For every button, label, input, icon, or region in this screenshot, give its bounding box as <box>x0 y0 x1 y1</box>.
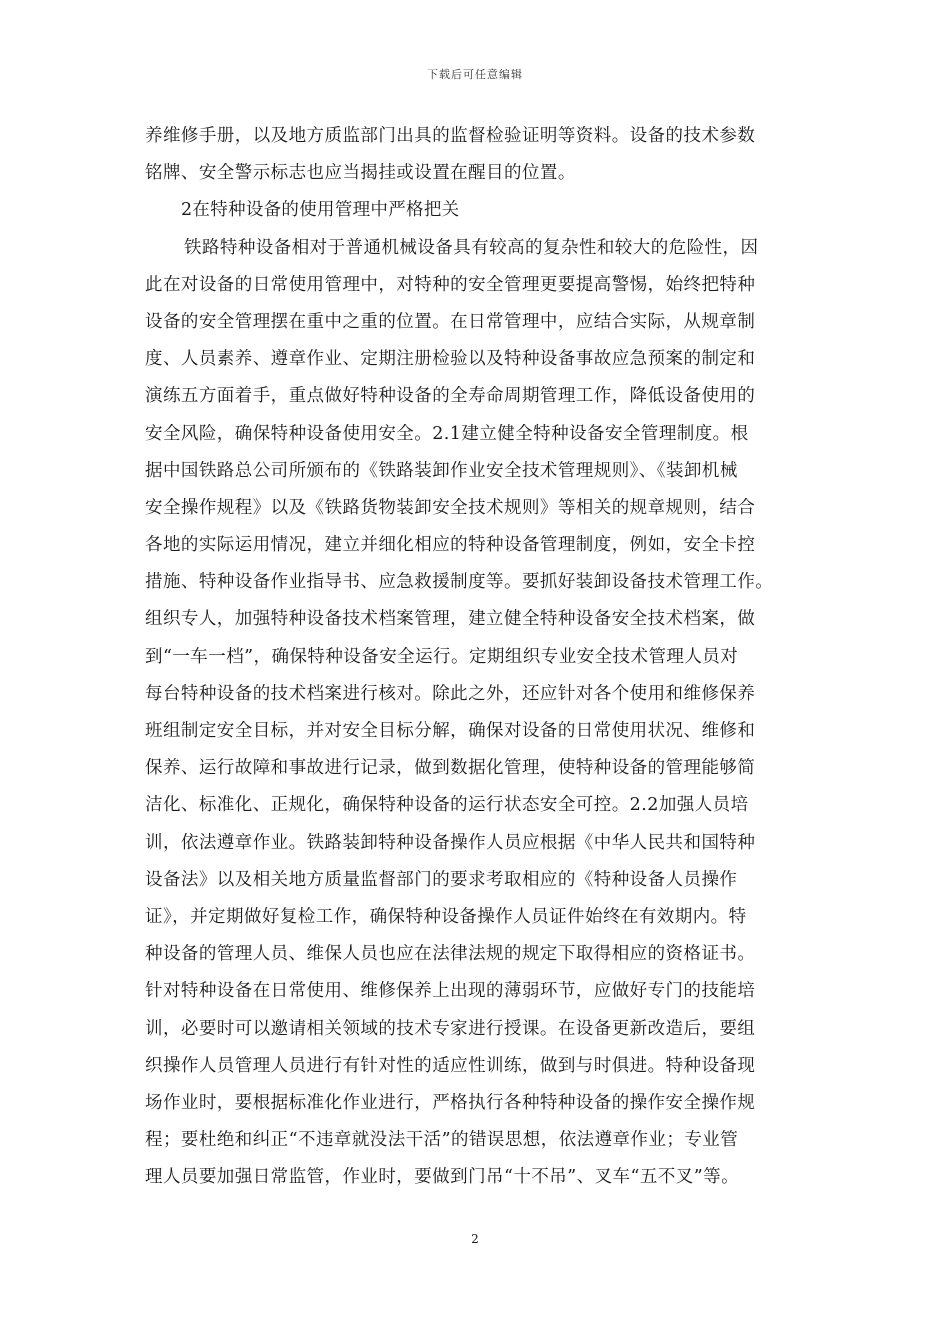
body-line: 安全风险，确保特种设备使用安全。2.1建立健全特种设备安全管理制度。根 <box>145 423 749 444</box>
section-heading: 2在特种设备的使用管理中严格把关 <box>181 200 460 221</box>
body-line: 铭牌、安全警示标志也应当揭挂或设置在醒目的位置。 <box>145 163 576 184</box>
body-line: 措施、特种设备作业指导书、应急救援制度等。要抓好装卸设备技术管理工作。 <box>145 572 774 593</box>
body-line: 班组制定安全目标，并对安全目标分解，确保对设备的日常使用状况、维修和 <box>145 721 756 741</box>
body-line: 此在对设备的日常使用管理中，对特种的安全管理更要提高警惕，始终把特种 <box>145 274 756 295</box>
body-line: 程；要杜绝和纠正“不违章就没法干活”的错误思想，依法遵章作业；专业管 <box>145 1130 739 1151</box>
body-line: 组织专人，加强特种设备技术档案管理，建立健全特种设备安全技术档案，做 <box>145 609 756 630</box>
body-line: 设备法》以及相关地方质量监督部门的要求考取相应的《特种设备人员操作 <box>145 869 738 890</box>
body-line: 到“一车一档”，确保特种设备安全运行。定期组织专业安全技术管理人员对 <box>145 646 739 667</box>
body-line: 演练五方面着手，重点做好特种设备的全寿命周期管理工作，降低设备使用的 <box>145 386 756 407</box>
body-line: 安全操作规程》以及《铁路货物装卸安全技术规则》等相关的规章规则，结合 <box>145 497 756 518</box>
body-line: 洁化、标准化、正规化，确保特种设备的运行状态安全可控。2.2加强人员培 <box>145 795 749 816</box>
body-line: 场作业时，要根据标准化作业进行，严格执行各种特种设备的操作安全操作规 <box>145 1092 756 1113</box>
body-line: 训，依法遵章作业。铁路装卸特种设备操作人员应根据《中华人民共和国特种 <box>145 832 756 853</box>
body-line: 每台特种设备的技术档案进行核对。除此之外，还应针对各个使用和维修保养 <box>145 683 756 704</box>
body-line: 针对特种设备在日常使用、维修保养上出现的薄弱环节，应做好专门的技能培 <box>145 981 756 1002</box>
body-line: 保养、运行故障和事故进行记录，做到数据化管理，使特种设备的管理能够简 <box>145 758 756 779</box>
page-header: 下载后可任意编辑 <box>427 68 523 81</box>
paragraph-first-line: 铁路特种设备相对于普通机械设备具有较高的复杂性和较大的危险性，因 <box>184 237 759 258</box>
body-line: 各地的实际运用情况，建立并细化相应的特种设备管理制度，例如，安全卡控 <box>145 535 756 556</box>
body-line: 织操作人员管理人员进行有针对性的适应性训练，做到与时俱进。特种设备现 <box>145 1055 756 1076</box>
body-line: 理人员要加强日常监管，作业时，要做到门吊“十不吊”、叉车“五不叉”等。 <box>145 1167 740 1188</box>
body-line: 养维修手册，以及地方质监部门出具的监督检验证明等资料。设备的技术参数 <box>145 126 756 146</box>
document-body <box>145 118 810 1196</box>
body-line: 证》，并定期做好复检工作，确保特种设备操作人员证件始终在有效期内。特 <box>145 906 747 927</box>
body-line: 训，必要时可以邀请相关领域的技术专家进行授课。在设备更新改造后，要组 <box>145 1018 756 1039</box>
body-line: 度、人员素养、遵章作业、定期注册检验以及特种设备事故应急预案的制定和 <box>145 349 756 370</box>
page-number: 2 <box>471 1232 479 1246</box>
body-line: 据中国铁路总公司所颁布的《铁路装卸作业安全技术管理规则》、《装卸机械 <box>145 460 738 481</box>
body-line: 种设备的管理人员、维保人员也应在法律法规的规定下取得相应的资格证书。 <box>145 944 756 965</box>
body-line: 设备的安全管理摆在重中之重的位置。在日常管理中，应结合实际，从规章制 <box>145 311 756 332</box>
